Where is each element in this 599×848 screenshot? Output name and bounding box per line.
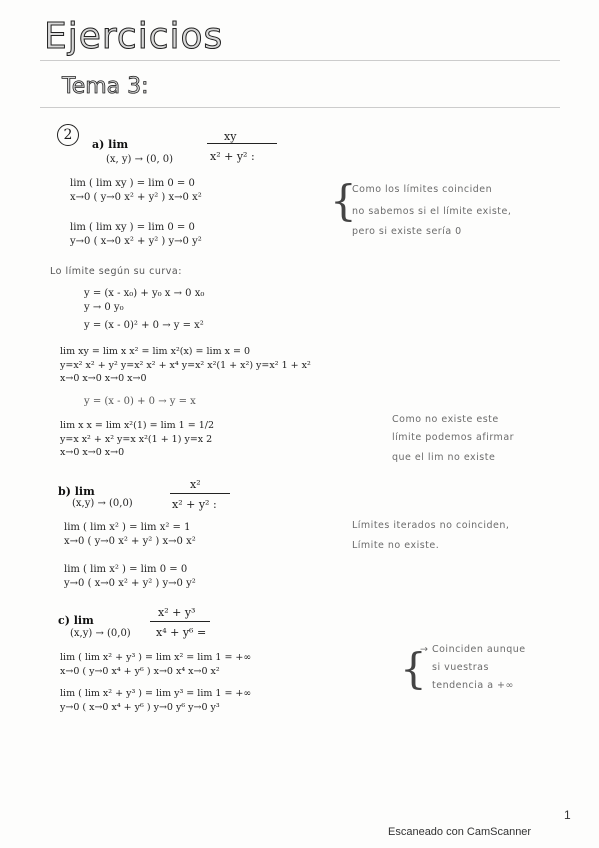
path-eq4: y = (x - 0) + 0 → y = x: [84, 396, 196, 407]
part-a-iter2: lim ( lim xy ) = lim 0 = 0: [70, 222, 195, 233]
part-a-iter2b: y→0 ( x→0 x² + y² ) y→0 y²: [70, 236, 202, 247]
path-limit2c: x→0 x→0 x→0: [60, 447, 125, 458]
path-intro: Lo límite según su curva:: [50, 266, 182, 277]
part-c-num: x² + y³: [158, 606, 196, 619]
part-b-iter1b: x→0 ( y→0 x² + y² ) x→0 x²: [64, 536, 196, 547]
part-b-iter2: lim ( lim x² ) = lim 0 = 0: [64, 564, 188, 575]
path-eq2: y → 0 y₀: [84, 302, 124, 313]
fraction-bar: [170, 493, 230, 494]
brace: {: [400, 644, 427, 693]
part-a-note6: que el lim no existe: [392, 452, 496, 463]
part-b-lim: b) lim: [58, 485, 95, 498]
path-eq3: y = (x - 0)² + 0 → y = x²: [84, 320, 204, 331]
part-b-den: x² + y² :: [172, 498, 217, 511]
part-a-lim: a) lim: [92, 138, 129, 151]
part-b-num: x²: [190, 478, 201, 491]
part-b-iter2b: y→0 ( x→0 x² + y² ) y→0 y²: [64, 578, 196, 589]
part-c-note3: tendencia a +∞: [432, 680, 514, 691]
part-a-note5: límite podemos afirmar: [392, 432, 515, 443]
part-a-iter1b: x→0 ( y→0 x² + y² ) x→0 x²: [70, 192, 202, 203]
scanner-watermark: Escaneado con CamScanner: [388, 826, 532, 838]
part-c-lim: c) lim: [58, 614, 94, 627]
path-limit1c: x→0 x→0 x→0 x→0: [60, 373, 147, 384]
part-a-note3: pero si existe sería 0: [352, 226, 462, 237]
part-a-sub: (x, y) → (0, 0): [106, 154, 174, 165]
path-limit1b: y=x² x² + y² y=x² x² + x⁴ y=x² x²(1 + x²) y=x² 1 + x²: [60, 360, 311, 371]
path-limit2b: y=x x² + x² y=x x²(1 + 1) y=x 2: [60, 434, 213, 445]
part-c-iter1b: x→0 ( y→0 x⁴ + y⁶ ) x→0 x⁴ x→0 x²: [60, 666, 220, 677]
part-c-iter2b: y→0 ( x→0 x⁴ + y⁶ ) y→0 y⁶ y→0 y³: [60, 702, 220, 713]
page-subtitle: Tema 3:: [62, 74, 149, 99]
page-title: Ejercicios: [44, 16, 224, 57]
part-c-iter1: lim ( lim x² + y³ ) = lim x² = lim 1 = +∞: [60, 652, 252, 663]
part-b-iter1: lim ( lim x² ) = lim x² = 1: [64, 522, 191, 533]
part-b-note1: Límites iterados no coinciden,: [352, 520, 510, 531]
exercise-number: 2: [57, 124, 79, 146]
page-number: 1: [564, 808, 571, 822]
part-c-note2: si vuestras: [432, 662, 489, 673]
part-a-iter1: lim ( lim xy ) = lim 0 = 0: [70, 178, 195, 189]
part-c-iter2: lim ( lim x² + y³ ) = lim y³ = lim 1 = +∞: [60, 688, 252, 699]
part-a-den: x² + y² :: [210, 150, 255, 163]
fraction-bar: [150, 621, 210, 622]
fraction-bar: [207, 143, 277, 144]
part-c-sub: (x,y) → (0,0): [70, 628, 131, 639]
path-limit2: lim x x = lim x²(1) = lim 1 = 1/2: [60, 420, 215, 431]
part-a-note4: Como no existe este: [392, 414, 499, 425]
part-c-note1: → Coinciden aunque: [420, 644, 526, 655]
divider: [40, 107, 560, 108]
part-b-sub: (x,y) → (0,0): [72, 498, 133, 509]
part-c-den: x⁴ + y⁶ =: [156, 626, 207, 639]
divider: [40, 60, 560, 61]
part-a-note1: Como los límites coinciden: [352, 184, 493, 195]
path-eq1: y = (x - x₀) + y₀ x → 0 x₀: [84, 288, 205, 299]
path-limit1: lim xy = lim x x² = lim x²(x) = lim x = 0: [60, 346, 251, 357]
brace: {: [330, 176, 357, 225]
part-a-note2: no sabemos si el límite existe,: [352, 206, 512, 217]
part-a-num: xy: [224, 130, 237, 143]
part-b-note2: Límite no existe.: [352, 540, 440, 551]
